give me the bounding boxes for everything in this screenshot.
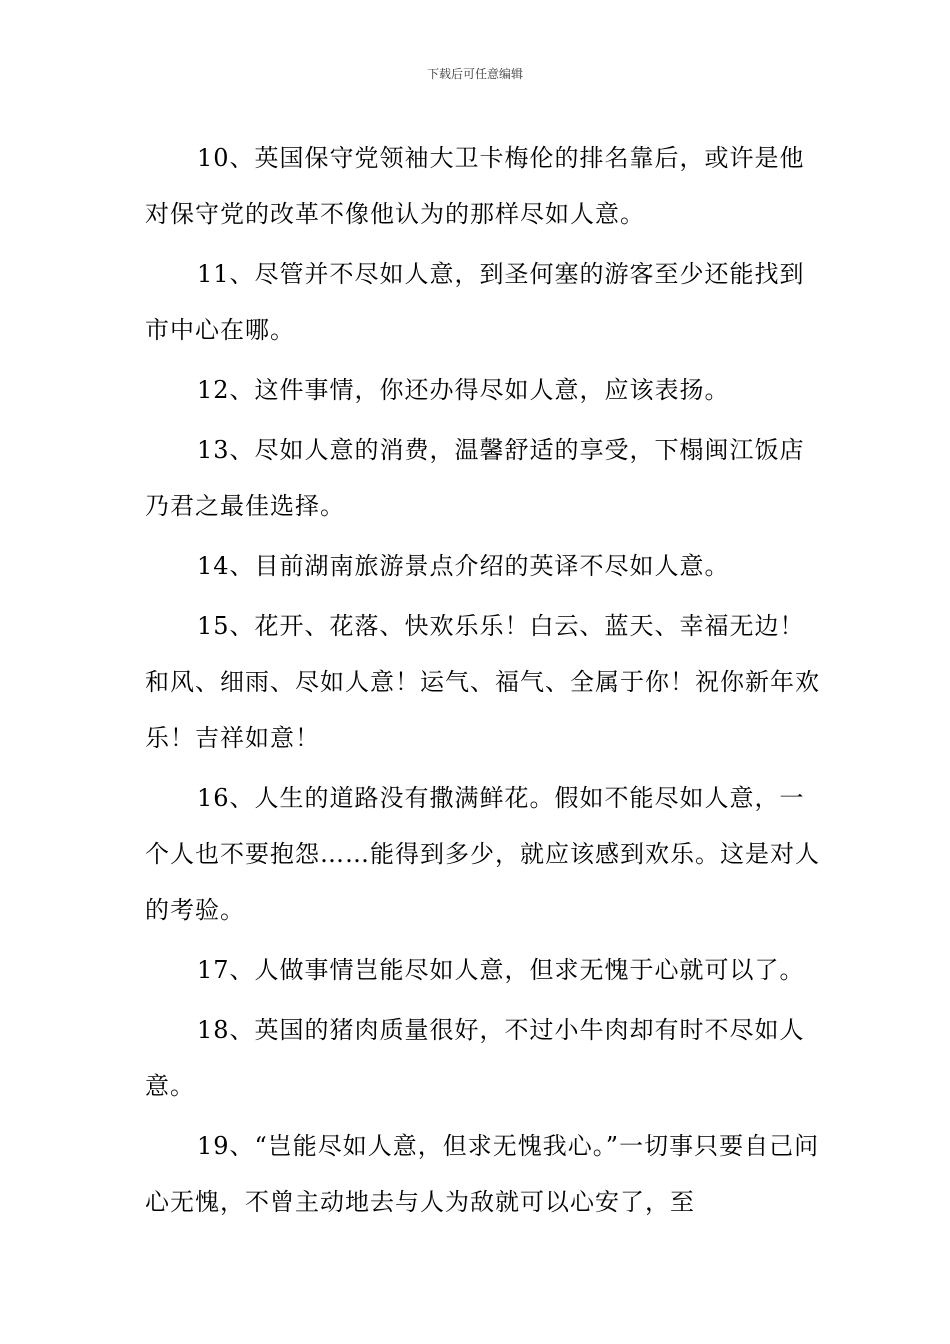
paragraph-18: 18、英国的猪肉质量很好，不过小牛肉却有时不尽如人意。 <box>145 1016 805 1100</box>
paragraph-11: 11、尽管并不尽如人意，到圣何塞的游客至少还能找到市中心在哪。 <box>145 260 805 344</box>
paragraph-16: 16、人生的道路没有撒满鲜花。假如不能尽如人意，一个人也不要抱怨……能得到多少，就应该感到欢乐。这是对人的考验。 <box>145 784 820 924</box>
paragraph-14: 14、目前湖南旅游景点介绍的英译不尽如人意。 <box>197 552 730 580</box>
paragraph-19: 19、“岂能尽如人意，但求无愧我心。”一切事只要自己问心无愧，不曾主动地去与人为敌就可以心安了，至 <box>145 1132 820 1216</box>
paragraph-10: 10、英国保守党领袖大卫卡梅伦的排名靠后，或许是他对保守党的改革不像他认为的那样尽如人意。 <box>145 144 805 228</box>
paragraph-17: 17、人做事情岂能尽如人意，但求无愧于心就可以了。 <box>197 956 805 984</box>
paragraph-12: 12、这件事情，你还办得尽如人意，应该表扬。 <box>197 376 730 404</box>
page-header: 下载后可任意编辑 <box>426 67 523 81</box>
document-body <box>145 130 825 1234</box>
paragraph-13: 13、尽如人意的消费，温馨舒适的享受，下榻闽江饭店乃君之最佳选择。 <box>145 436 805 520</box>
paragraph-15: 15、花开、花落、快欢乐乐！白云、蓝天、幸福无边！和风、细雨、尽如人意！运气、福气、全属于你！祝你新年欢乐！吉祥如意！ <box>145 612 820 752</box>
